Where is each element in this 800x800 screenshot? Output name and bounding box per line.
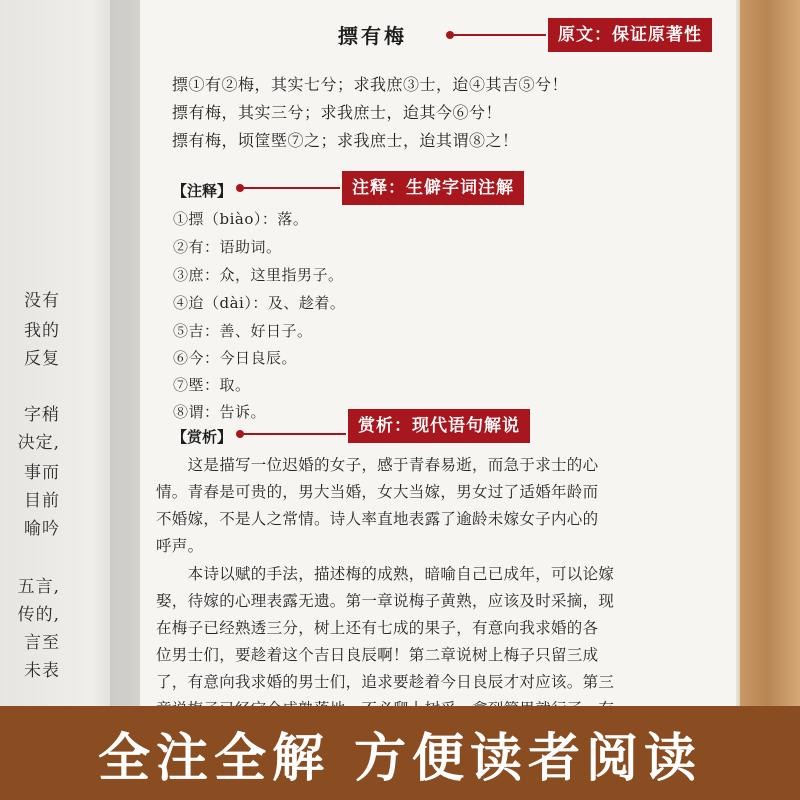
left-page-line: 我的 [24,321,60,341]
callout-line [242,433,348,435]
banner-text: 全注全解 方便读者阅读 [97,728,703,789]
analysis-line: 这是描写一位迟婚的女子，感于青春易逝，而急于求士的心 [156,456,599,474]
left-page-line: 未表 [24,661,60,681]
left-page-line: 决定, [17,433,60,453]
analysis-tag: 赏析：现代语句解说 [348,409,530,443]
note-item: ①摽（biào）：落。 [173,210,309,228]
analysis-line: 位男士们，要趁着这个吉日良辰啊！第二章说树上梅子只留三成 [156,646,599,664]
analysis-line: 本诗以赋的手法，描述梅的成熟，暗喻自己已成年，可以论嫁 [156,565,615,583]
promo-banner [0,706,800,800]
left-page-line: 事而 [24,463,60,483]
note-item: ⑦塈：取。 [173,376,251,394]
analysis-line: 呼声。 [156,537,204,555]
callout-line [242,187,342,189]
poem-title: 摽有梅 [338,24,407,48]
left-page-line: 没有 [24,291,60,311]
analysis-line: 了，有意向我求婚的男士们，追求要趁着今日良辰才对应该。第三 [156,673,615,691]
left-page-line: 传的, [17,605,60,625]
note-item: ⑧谓：告诉。 [173,403,267,421]
analysis-line: 情。青春是可贵的，男大当婚，女大当嫁，男女过了适婚年龄而 [156,483,599,501]
left-page-line: 反复 [24,349,60,369]
analysis-line: 娶，待嫁的心理表露无遗。第一章说梅子黄熟，应该及时采摘，现 [156,592,615,610]
left-page-line: 喻吟 [24,519,60,539]
original-text-tag: 原文：保证原著性 [548,18,712,52]
book-block-edge [740,0,800,706]
analysis-label: 【赏析】 [172,428,233,446]
note-item: ③庶：众，这里指男子。 [173,266,344,284]
analysis-line: 在梅子已经熟透三分，树上还有七成的果子，有意向我求婚的各 [156,619,599,637]
book-page [140,0,744,706]
left-page-line: 言至 [24,633,60,653]
poem-line: 摽有梅，顷筐塈⑦之；求我庶士，迨其谓⑧之！ [172,131,519,150]
analysis-line: 不婚嫁，不是人之常情。诗人率直地表露了逾龄未嫁女子内心的 [156,510,599,528]
callout-line [452,34,548,36]
notes-tag: 注释：生僻字词注解 [342,171,524,205]
poem-line: 摽有梅，其实三兮；求我庶士，迨其今⑥兮！ [172,103,503,122]
poem-line: 摽①有②梅，其实七兮；求我庶③士，迨④其吉⑤兮！ [172,75,569,94]
note-item: ⑥今：今日良辰。 [173,349,298,367]
left-page-line: 五言, [17,577,60,597]
notes-label: 【注释】 [172,182,233,200]
note-item: ④迨（dài）：及、趁着。 [173,294,346,312]
note-item: ②有：语助词。 [173,238,282,256]
note-item: ⑤吉：善、好日子。 [173,322,313,340]
left-page-line: 字稍 [24,405,60,425]
left-page-line: 目前 [24,491,60,511]
